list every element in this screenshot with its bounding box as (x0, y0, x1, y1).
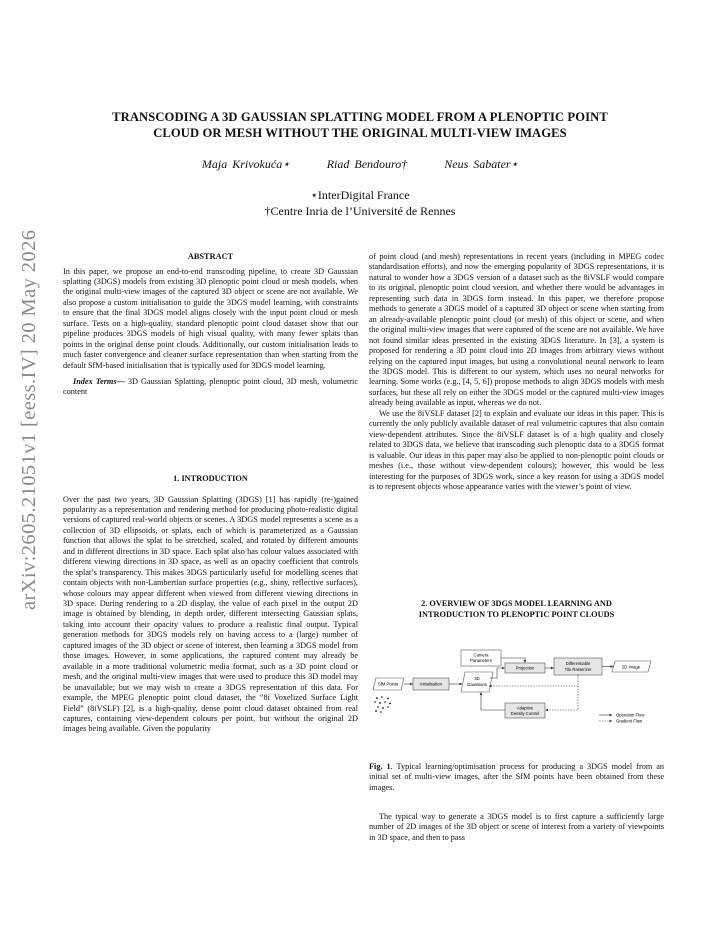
2d-image-label: 2D Image (621, 664, 641, 670)
authors (60, 157, 660, 172)
index-terms (63, 377, 358, 398)
camera-params-line-2: Parameters (470, 658, 492, 663)
abstract-heading: ABSTRACT (187, 252, 234, 261)
author-1: Maja Krivokuća⋆ (201, 157, 290, 171)
initialisation-box (413, 678, 449, 690)
intro-paragraph: Over the past two years, 3D Gaussian Splatting (3DGS) [1] has rapidly (re-)gained popularity as a representation and rendering method for producing photo-realistic digital versions of captured real-world objects or scenes. A 3DGS model represents a scene as a collection of 3D ellipsoids, or splats, each of which is parameterized as a Gaussian function that allows the splat to be stretched, scaled, and rotated by different amounts and in different directions in 3D space. Each splat also has colour values associated with different viewing directions in 3D space, as well as an opacity coefficient that controls the splat’s transparency. This makes 3DGS particularly useful for modelling scenes that contain objects with non-Lambertian surface properties (e.g., shiny, reflective surfaces), whose colours may appear different when viewed from different viewing directions in 3D space. During rendering to a 2D display, the value of each pixel in the output 2D image is obtained by blending, in depth order, different intersecting Gaussian splats, taking into account their opacity values to produce a realistic final output. Typical generation methods for 3DGS models rely on having access to a (large) number of captured images of the 3D object or scene of interest, then learning a 3DGS model from those images. However, in some applications, the captured content may already be available in a more traditional volumetric media format, such as a 3D point cloud or mesh, and the original multi-view images that were used to produce this 3D model may be unavailable; but we may wish to create a 3DGS representation of this data. For example, the MPEG plenoptic point cloud dataset, the “8i Voxelized Surface Light Field” (8iVSLF) [2], is a high-quality, dense point cloud dataset obtained from real captures, containing view-dependent colours per point, but without the original 2D images being available. Given the popularity (63, 494, 358, 734)
left-column (63, 252, 358, 398)
section-2-heading-line-1: 2. OVERVIEW OF 3DGS MODEL LEARNING AND (421, 599, 612, 608)
affiliations (60, 187, 660, 219)
right-column (369, 252, 664, 492)
2d-image-box (612, 661, 651, 672)
initialisation-label: Initialisation (420, 681, 442, 687)
title-line-1: TRANSCODING A 3D GAUSSIAN SPLATTING MODEL FROM A PLENOPTIC POINT (112, 110, 608, 124)
author-3: Neus Sabater⋆ (444, 157, 519, 171)
right-paragraph-1: of point cloud (and mesh) representations in recent years (including in MPEG codec standardisation efforts), and now the emerging popularity of 3DGS representations, it is natural to wonder how a 3DGS version of a dataset such as the 8iVSLF would compare to its original, plenoptic point cloud version, and whether there would be advantages in representing such data in 3DGS form instead. In this paper, we therefore propose methods to generate a 3DGS model of a captured 3D object or scene when starting from an already-available plenoptic point cloud (or mesh) of this object or scene, and when the original multi-view images that were captured of the scene are not available. We have not found similar ideas presented in the existing 3DGS literature. In [3], a system is proposed for rendering a 3D point cloud into 2D images from arbitrary views without relying on the captured input images, but using a convolutional neural network to learn the 3DGS model. This is different to our system, which uses no neural networks for learning. Some works (e.g., [4, 5, 6]) propose methods to align 3DGS models with mesh surfaces, but these all rely on either the 3DGS model or the captured multi-view images already being available as input, whereas we do not. (369, 252, 664, 408)
caption-text: . Typical learning/optimisation process for producing a 3DGS model from an initial set of multi-view images, after the SfM points have been obtained from these images. (369, 762, 664, 792)
3d-gaussians-box (461, 672, 493, 692)
intro-section (63, 474, 358, 735)
section-2-heading-line-2: INTRODUCTION TO PLENOPTIC POINT CLOUDS (418, 609, 615, 619)
projection-box (505, 663, 545, 673)
adc-line-1: Adaptive (516, 705, 534, 711)
intro-heading: 1. INTRODUCTION (173, 474, 248, 483)
section-2-heading (369, 599, 664, 620)
sfm-points-box (373, 678, 404, 690)
section-2-paragraph: The typical way to generate a 3DGS model is to first capture a sufficiently large number of 2D images of the 3D object or scene of interest from a variety of viewpoints in 3D space, and then to pass (369, 812, 664, 842)
adaptive-density-control-box (505, 703, 545, 718)
projection-label: Projection (515, 665, 535, 671)
index-terms-label: Index Terms— (73, 377, 125, 387)
camera-parameters-box (461, 650, 501, 666)
gaussians-line-2: Gaussians (467, 682, 487, 687)
right-paragraph-2: We use the 8iVSLF dataset [2] to explain and evaluate our ideas in this paper. This is currently the only publicly available dataset of real volumetric captures that also contain view-dependent attributes. Since the 8iVSLF dataset is of a high quality and closely related to 3DGS data, we believe that transcoding such plenoptic data to a 3DGS format is valuable. Our ideas in this paper may also be applied to non-plenoptic point clouds or meshes (i.e., those without view-dependent colours); however, this would be less interesting for the purposes of 3DGS work, since a key reason for using a 3DGS model is to represent objects whose appearance varies with the viewer’s point of view. (369, 408, 664, 491)
rasterizer-line-2: Tile Rasterizer (564, 667, 592, 672)
diagram-legend (599, 713, 645, 724)
affiliation-1: ⋆InterDigital France (310, 188, 410, 202)
legend-operation-flow: Operation Flow (616, 712, 645, 718)
rasterizer-line-1: Differentiable (565, 661, 591, 666)
title-line-2: CLOUD OR MESH WITHOUT THE ORIGINAL MULTI-VIEW IMAGES (153, 126, 567, 140)
arxiv-stamp: arXiv:2605.21051v1 [eess.IV] 20 May 2026 (18, 229, 40, 610)
affiliation-2: †Centre Inria de l’Université de Rennes (264, 204, 456, 218)
pipeline-diagram (369, 640, 664, 745)
rasterizer-box (554, 658, 602, 675)
sfm-point-cloud-icon (374, 696, 391, 713)
legend-gradient-flow: Gradient Flow (616, 718, 643, 724)
index-terms-text: 3D Gaussian Splatting, plenoptic point cloud, 3D mesh, volumetric content (63, 377, 358, 397)
paper-title (60, 109, 660, 141)
camera-params-line-1: Camera (473, 652, 489, 658)
abstract-text: In this paper, we propose an end-to-end transcoding pipeline, to create 3D Gaussian splatting (3DGS) models from existing 3D plenoptic point cloud or mesh models, when the original multi-view images of the captured 3D object or scene are not available. We also propose a custom initialisation to guide the 3DGS model learning, with constraints to ensure that the final 3DGS model aligns closely with the input point cloud or mesh surface. Tests on a high-quality, standard plenoptic point cloud dataset show that our pipeline produces 3DGS models of high visual quality, with many fewer splats than points in the original dense point clouds. Additionally, our custom initialisation leads to much faster convergence and cleaner surface representation than when starting from the default SfM-based initialisation that is typically used for 3DGS model learning. (63, 266, 358, 370)
adc-line-2: Density Control (510, 711, 540, 716)
sfm-points-label: SfM Points (377, 681, 399, 687)
author-2: Riad Bendouro† (326, 157, 408, 171)
figure-1-caption (369, 762, 664, 793)
figure-1-diagram (369, 640, 664, 745)
caption-label: Fig. 1 (369, 762, 391, 771)
gaussians-line-1: 3D (474, 676, 480, 681)
